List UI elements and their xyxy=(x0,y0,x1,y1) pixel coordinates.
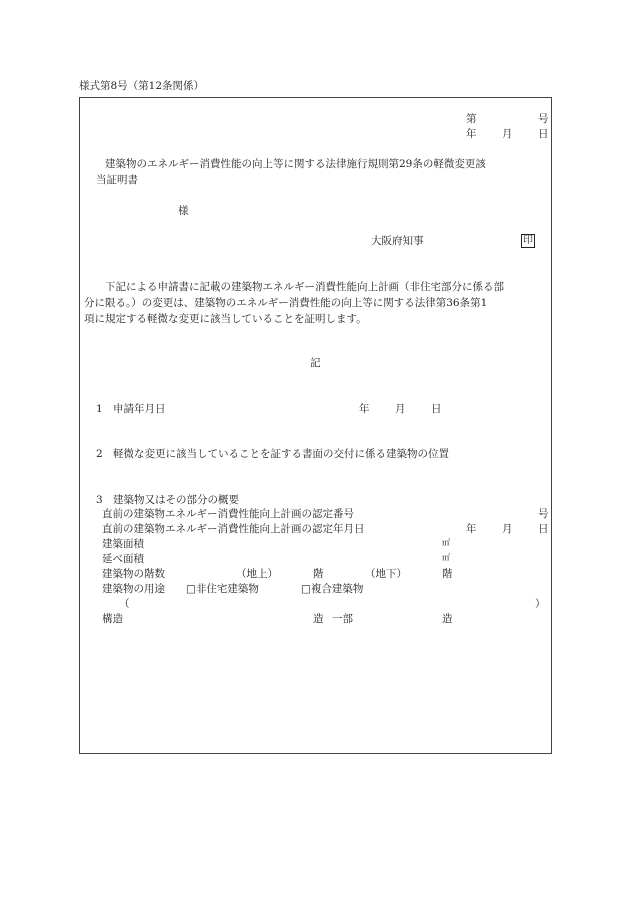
certificate-title-line2: 当証明書 xyxy=(96,174,138,186)
cert-number-label: 直前の建築物エネルギー消費性能向上計画の認定番号 xyxy=(102,508,354,520)
use-label: 建築物の用途 xyxy=(102,583,165,595)
structure-partial-unit: 造 xyxy=(442,613,453,625)
item1-year: 年 xyxy=(359,403,370,415)
certificate-frame xyxy=(79,97,552,754)
cert-date-label: 直前の建築物エネルギー消費性能向上計画の認定年月日 xyxy=(102,523,365,535)
cert-number-suffix: 号 xyxy=(538,508,549,520)
use-option-nonresidential[interactable]: □非住宅建築物 xyxy=(186,583,259,595)
cert-date-day: 日 xyxy=(538,523,549,535)
floor-area-unit: ㎡ xyxy=(442,553,450,562)
addressee-honorific: 様 xyxy=(178,205,189,217)
item1-day: 日 xyxy=(431,403,442,415)
building-area-label: 建築面積 xyxy=(102,538,144,550)
structure-unit: 造 xyxy=(313,613,324,625)
item3-number: 3 xyxy=(96,494,103,506)
floor-area-label: 延べ面積 xyxy=(102,553,144,565)
item3-label: 建築物又はその部分の概要 xyxy=(113,494,239,506)
use-option-mixed[interactable]: □複合建築物 xyxy=(301,583,364,595)
above-ground-unit: 階 xyxy=(313,568,324,580)
date-year: 年 xyxy=(466,128,477,140)
floors-label: 建築物の階数 xyxy=(102,568,165,580)
below-ground-label: （地下） xyxy=(365,568,407,580)
date-month: 月 xyxy=(502,128,513,140)
item1-number: 1 xyxy=(96,403,103,415)
structure-label: 構造 xyxy=(102,613,123,625)
item2-label: 軽微な変更に該当していることを証する書面の交付に係る建築物の位置 xyxy=(113,448,449,460)
building-area-unit: ㎡ xyxy=(442,538,450,547)
body-line3: 項に規定する軽微な変更に該当していることを証明します。 xyxy=(84,313,367,325)
item1-label: 申請年月日 xyxy=(113,403,166,415)
date-day: 日 xyxy=(538,128,549,140)
cert-date-month: 月 xyxy=(502,523,513,535)
seal-mark: 印 xyxy=(523,235,533,246)
body-line2: 分に限る。）の変更は、建築物のエネルギー消費性能の向上等に関する法律第36条第1 xyxy=(84,297,488,309)
issuer-name: 大阪府知事 xyxy=(371,235,424,247)
form-number-label: 様式第8号（第12条関係） xyxy=(79,80,205,92)
item2-number: 2 xyxy=(96,448,103,460)
ki-heading: 記 xyxy=(310,357,321,369)
above-ground-label: （地上） xyxy=(236,568,278,580)
item1-month: 月 xyxy=(395,403,406,415)
use-paren-open: （ xyxy=(119,598,130,610)
number-suffix: 号 xyxy=(538,113,549,125)
certificate-title-line1: 建築物のエネルギー消費性能の向上等に関する法律施行規則第29条の軽微変更該 xyxy=(105,158,486,170)
number-prefix: 第 xyxy=(466,113,477,125)
below-ground-unit: 階 xyxy=(442,568,453,580)
body-line1: 下記による申請書に記載の建築物エネルギー消費性能向上計画（非住宅部分に係る部 xyxy=(105,281,504,293)
cert-date-year: 年 xyxy=(466,523,477,535)
use-paren-close: ） xyxy=(535,598,546,610)
structure-partial-label: 一部 xyxy=(332,613,353,625)
